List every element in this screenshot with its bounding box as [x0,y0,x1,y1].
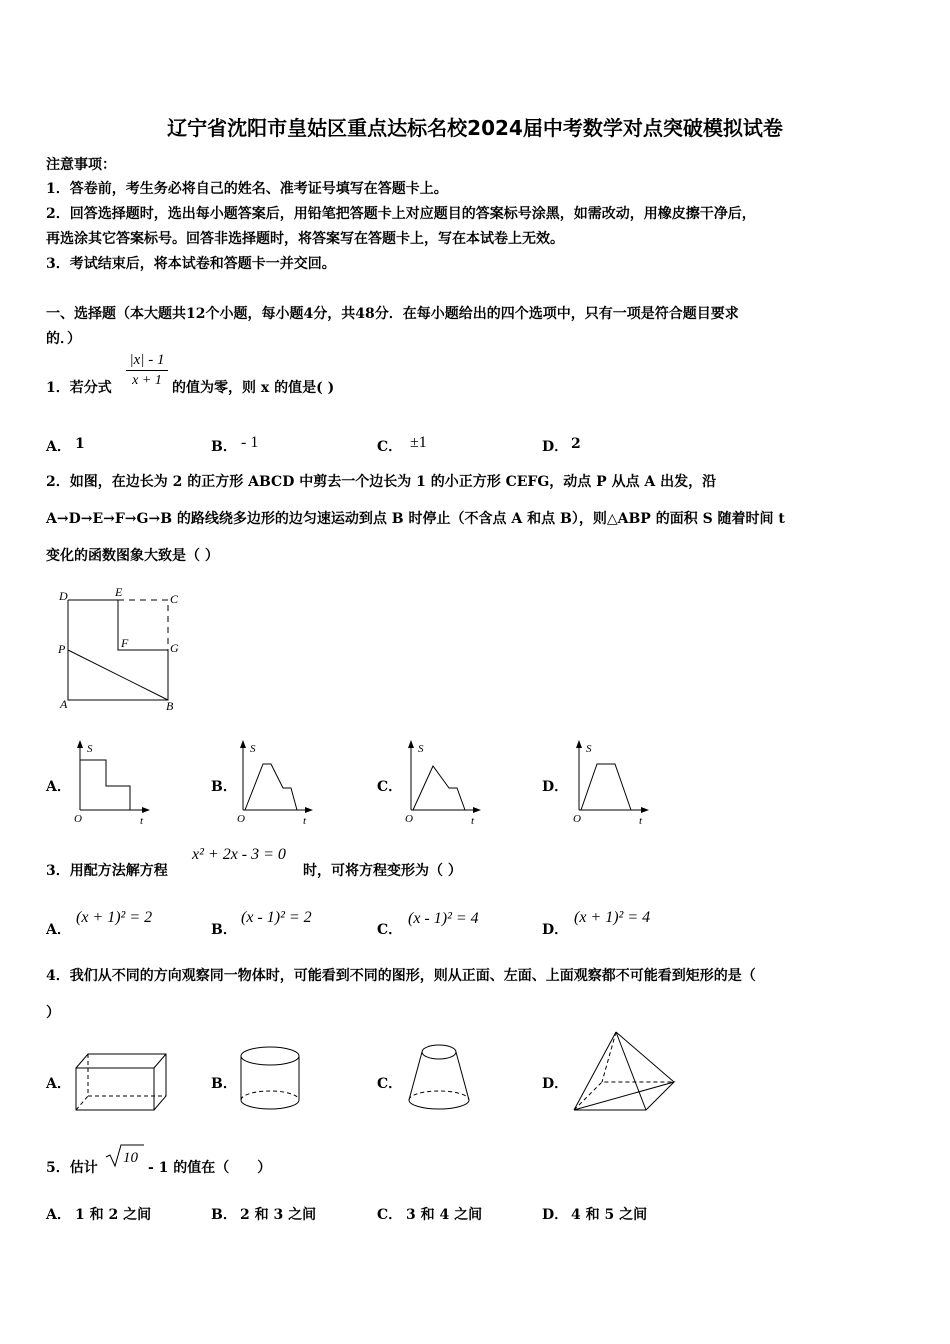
q3-option-a: (x + 1)² = 2 [76,909,153,926]
q4-option-c-label: C． [377,1076,403,1092]
q5-option-b: 2 和 3 之间 [240,1207,317,1223]
graph-x-label: t [140,815,144,826]
q1-prefix: 1．若分式 [46,380,112,396]
label-f: F [121,636,129,650]
q3-option-c-label: C． [377,922,403,938]
q2-option-a-label: A． [46,779,71,795]
label-g: G [170,641,179,655]
q4-line2: ） [46,1005,60,1021]
q2-square-figure [54,584,194,714]
q1-fraction [124,350,170,391]
q2-graph-a [70,738,152,826]
label-d: D [59,589,68,603]
q1-option-d: 2 [571,436,581,452]
page-title: 辽宁省沈阳市皇姑区重点达标名校2024届中考数学对点突破模拟试卷 [167,116,783,140]
q4-frustum-figure [404,1040,476,1116]
q1-option-c-label: C． [377,439,403,455]
q5-sqrt-symbol [104,1142,146,1168]
label-c: C [170,592,179,606]
note-item: 3．考试结束后，将本试卷和答题卡一并交回。 [46,256,336,272]
q4-option-a-label: A． [46,1076,71,1092]
q4-line1: 4．我们从不同的方向观察同一物体时，可能看到不同的图形，则从正面、左面、上面观察都不可能看到矩形的是（ [46,968,756,984]
q1-option-b-label: B． [211,439,237,455]
q1-option-b: - 1 [241,434,259,451]
q3-option-b: (x - 1)² = 2 [241,909,312,926]
q1-option-c: ±1 [410,434,427,451]
graph-origin: O [405,813,413,825]
q2-graph-c [401,738,483,826]
q4-cuboid-figure [72,1050,172,1116]
q1-option-d-label: D． [542,439,569,455]
q3-option-b-label: B． [211,922,237,938]
label-p: P [58,642,66,656]
label-b: B [166,699,174,713]
q5-option-d-label: D． [542,1207,569,1223]
q4-option-b-label: B． [211,1076,237,1092]
q3-option-c: (x - 1)² = 4 [408,910,479,927]
graph-x-label: t [639,815,643,826]
graph-y-label: S [87,743,93,755]
q5-option-c: 3 和 4 之间 [406,1207,483,1223]
q3-option-d: (x + 1)² = 4 [574,909,651,926]
q2-option-c-label: C． [377,779,403,795]
q5-option-d: 4 和 5 之间 [571,1207,648,1223]
graph-origin: O [237,813,245,825]
q2-option-d-label: D． [542,779,569,795]
q5-option-a-label: A． [46,1207,71,1223]
q5-prefix: 5．估计 [46,1160,98,1176]
graph-x-label: t [303,815,307,826]
q1-numerator: |x| - 1 [129,352,165,368]
q5-option-b-label: B． [211,1207,237,1223]
q1-option-a-label: A． [46,439,71,455]
q1-suffix: 的值为零，则 x 的值是( ) [172,380,335,396]
notes-heading: 注意事项： [46,157,116,173]
q4-cylinder-figure [236,1042,308,1116]
label-a: A [60,697,68,711]
q4-pyramid-figure [570,1028,682,1116]
q5-option-c-label: C． [377,1207,403,1223]
q5-option-a: 1 和 2 之间 [75,1207,152,1223]
q2-option-b-label: B． [211,779,237,795]
section-heading-cont: 的．） [46,331,81,347]
q2-graph-d [569,738,651,826]
label-e: E [115,585,123,599]
q5-radicand: 10 [123,1150,138,1166]
graph-origin: O [74,813,82,825]
q2-line1: 2．如图，在边长为 2 的正方形 ABCD 中剪去一个边长为 1 的小正方形 CEFG，动点 P 从点 A 出发，沿 [46,474,717,490]
graph-y-label: S [250,743,256,755]
q3-suffix: 时，可将方程变形为（ ） [303,863,462,879]
q3-equation: x² + 2x - 3 = 0 [192,846,286,863]
note-item: 1．答卷前，考生务必将自己的姓名、准考证号填写在答题卡上。 [46,181,448,197]
note-item: 2．回答选择题时，选出每小题答案后，用铅笔把答题卡上对应题目的答案标号涂黑，如需改动，用橡皮擦干净后， [46,206,756,222]
q1-option-a: 1 [75,436,85,452]
q2-graph-b [233,738,315,826]
note-item: 再选涂其它答案标号。回答非选择题时，将答案写在答题卡上，写在本试卷上无效。 [46,231,564,247]
graph-x-label: t [471,815,475,826]
q2-line2: A→D→E→F→G→B 的路线绕多边形的边匀速运动到点 B 时停止（不含点 A 和点 B），则△ABP 的面积 S 随着时间 t [46,511,785,527]
q3-option-d-label: D． [542,922,569,938]
section-heading: 一、选择题（本大题共12个小题，每小题4分，共48分．在每小题给出的四个选项中，只有一项是符合题目要求 [46,306,739,322]
q3-prefix: 3．用配方法解方程 [46,863,168,879]
graph-origin: O [573,813,581,825]
q2-line3: 变化的函数图象大致是（ ） [46,548,219,564]
q1-denominator: x + 1 [132,373,162,388]
q4-option-d-label: D． [542,1076,569,1092]
graph-y-label: S [418,743,424,755]
q5-suffix: - 1 的值在（ ） [148,1160,272,1176]
q3-option-a-label: A． [46,922,71,938]
graph-y-label: S [586,743,592,755]
